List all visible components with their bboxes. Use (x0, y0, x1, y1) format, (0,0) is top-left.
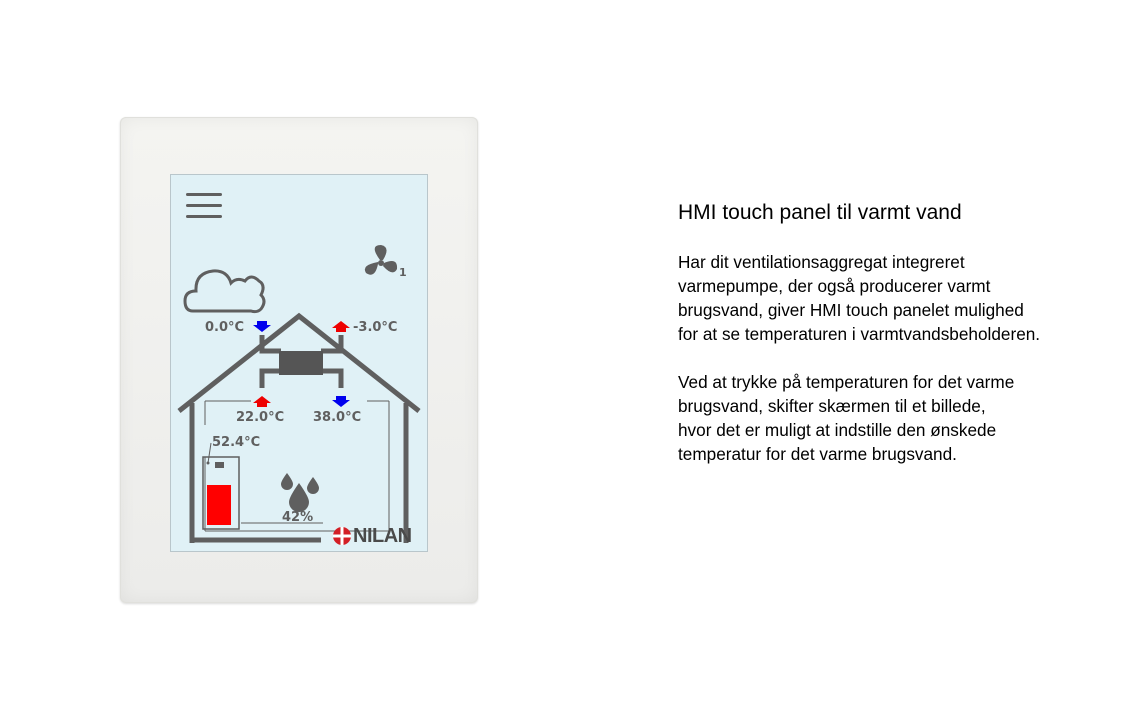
house-diagram (171, 175, 428, 552)
exhaust-temperature: -3.0°C (353, 320, 398, 335)
menu-icon-line (186, 204, 222, 207)
supply-temperature: 22.0°C (236, 410, 285, 425)
heat-exchanger (279, 351, 323, 375)
info-title: HMI touch panel til varmt vand (678, 201, 962, 224)
arrow-down-icon (253, 321, 271, 332)
menu-button[interactable] (185, 193, 223, 221)
outdoor-temperature: 0.0°C (205, 320, 245, 335)
brand-logo-text: NILAN (353, 525, 412, 547)
hmi-touch-screen (170, 174, 428, 552)
menu-icon (186, 193, 222, 196)
fan-level-value: 1 (399, 266, 407, 279)
nilan-logo-icon (333, 527, 351, 545)
humidity-value: 42% (282, 510, 314, 525)
menu-icon-line (186, 215, 222, 218)
water-temperature-button[interactable]: 52.4°C (212, 435, 261, 450)
cloud-icon (185, 271, 264, 312)
extract-temperature: 38.0°C (313, 410, 362, 425)
info-paragraph-2: Ved at trykke på temperaturen for det varme brugsvand, skifter skærmen til et billede, hvor det er muligt at indstille den ønskede temperatur for det varme brugsvand. (678, 372, 1015, 464)
info-paragraph-1: Har dit ventilationsaggregat integreret varmepumpe, der også producerer varmt brugsvand, giver HMI touch panelet mulighed for at se temperaturen i varmtvandsbeholderen. (678, 252, 1041, 344)
fan-level-button[interactable] (361, 245, 409, 285)
water-tank (203, 443, 239, 529)
info-text-block (678, 200, 1118, 490)
arrow-up-icon (253, 396, 271, 407)
arrow-down-icon (332, 396, 350, 407)
arrow-up-icon (332, 321, 350, 332)
humidity-drops-icon (281, 473, 319, 512)
